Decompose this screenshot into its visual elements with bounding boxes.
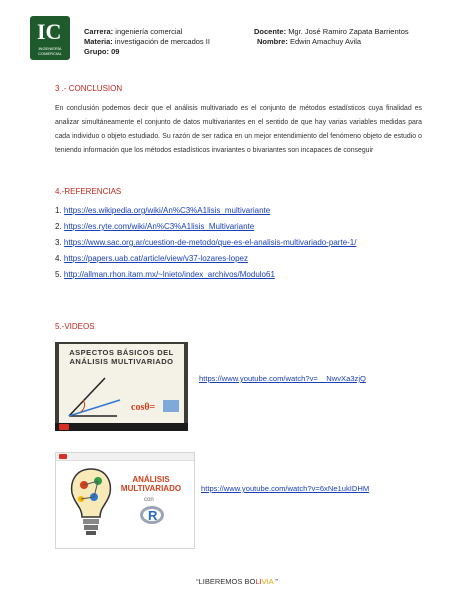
carrera-label: Carrera:: [84, 27, 114, 36]
reference-number: 2.: [55, 222, 62, 231]
logo: [30, 16, 70, 60]
video-1-title-line2: ANÁLISIS MULTIVARIADO: [69, 357, 174, 366]
reference-link[interactable]: http://allman.rhon.itam.mx/~lnieto/index_archivos/Modulo61: [63, 270, 275, 279]
nombre-value: Edwin Amachuy Avila: [289, 37, 362, 46]
footer-text-after: ”: [273, 577, 278, 586]
docente-value: Mgr. José Ramiro Zapata Barrientos: [288, 27, 409, 36]
reference-number: 4.: [55, 254, 62, 263]
video-1-control-bar: [55, 423, 188, 431]
header-materia: [84, 37, 210, 47]
video-1-title-line1: ASPECTOS BÁSICOS DEL: [69, 348, 174, 357]
reference-item: [55, 206, 270, 216]
video-thumbnail-1[interactable]: [55, 342, 188, 431]
grupo-value: 09: [111, 47, 120, 56]
header-carrera: [84, 27, 182, 37]
video-1-title: [59, 348, 184, 366]
footer-motto: [0, 577, 474, 586]
reference-number: 5.: [55, 270, 62, 279]
r-logo-icon: [140, 506, 164, 524]
footer-bolivia-li: LI: [255, 577, 262, 586]
logo-line1: INGENIERÍA: [38, 46, 62, 51]
reference-link[interactable]: https://es.ryte.com/wiki/An%C3%A1lisis_Multivariante: [63, 222, 255, 231]
reference-link[interactable]: https://papers.uab.cat/article/view/v37-lozares-lopez: [63, 254, 248, 263]
r-logo-letter: R: [148, 508, 158, 523]
video-1-link[interactable]: https://www.youtube.com/watch?v=__NwvXa3zjQ: [199, 374, 366, 383]
formula-fraction-icon: [163, 400, 179, 412]
conclusion-heading: 3 .- CONCLUSION: [55, 84, 123, 93]
reference-number: 1.: [55, 206, 62, 215]
video-1-formula: cosθ=: [131, 402, 156, 413]
header-nombre: [257, 37, 361, 47]
reference-link[interactable]: https://www.sac.org.ar/cuestion-de-metodo/que-es-el-analisis-multivariado-parte-1/: [63, 238, 357, 247]
carrera-value: ingeniería comercial: [115, 27, 183, 36]
header-docente: [254, 27, 409, 37]
reference-item: [55, 270, 275, 280]
logo-initials: IC: [37, 19, 62, 44]
reference-item: [55, 222, 254, 232]
reference-item: [55, 254, 248, 264]
docente-label: Docente:: [254, 27, 287, 36]
reference-number: 3.: [55, 238, 62, 247]
lightbulb-icon: [68, 467, 114, 539]
referencias-heading: 4.-REFERENCIAS: [55, 187, 122, 196]
video-thumbnail-2[interactable]: [55, 452, 195, 549]
reference-item: [55, 238, 356, 248]
video-2-title-line1: ANÁLISIS: [132, 475, 170, 484]
video-1-board: [59, 344, 184, 424]
play-icon[interactable]: [59, 424, 69, 430]
youtube-logo-icon: [59, 454, 67, 459]
video-2-link[interactable]: https://www.youtube.com/watch?v=6xNe1ukIDHM: [201, 484, 370, 493]
conclusion-text: En conclusión podemos decir que el análisis multivariado es el conjunto de métodos estadísticos cuya finalidad es analizar simultáneamente el conjunto de datos multivariantes en el sentido de que hay varias variables medidas para cada individuo o objeto estudiado. Su razón de ser radica en un mejor entendimiento del fenómeno objeto de estudio o teniendo información que los métodos estadísticos invariantes o bivariantes son incapaces de conseguir: [55, 105, 422, 154]
footer-text-before: “LIBEREMOS BO: [196, 577, 256, 586]
logo-line2: COMERCIAL: [38, 51, 62, 56]
materia-value: investigación de mercados II: [114, 37, 210, 46]
video-2-with-text: con: [144, 497, 154, 503]
materia-label: Materia:: [84, 37, 113, 46]
footer-bolivia-via: VIA: [261, 577, 274, 586]
vector-diagram-icon: [65, 370, 125, 420]
grupo-label: Grupo:: [84, 47, 109, 56]
video-2-title-line2: MULTIVARIADO: [120, 484, 182, 493]
videos-heading: 5.-VIDEOS: [55, 322, 95, 331]
header-grupo: [84, 47, 119, 57]
video-2-top-bar: [56, 453, 194, 461]
reference-link[interactable]: https://es.wikipedia.org/wiki/An%C3%A1lisis_multivariante: [63, 206, 271, 215]
nombre-label: Nombre:: [257, 37, 288, 46]
